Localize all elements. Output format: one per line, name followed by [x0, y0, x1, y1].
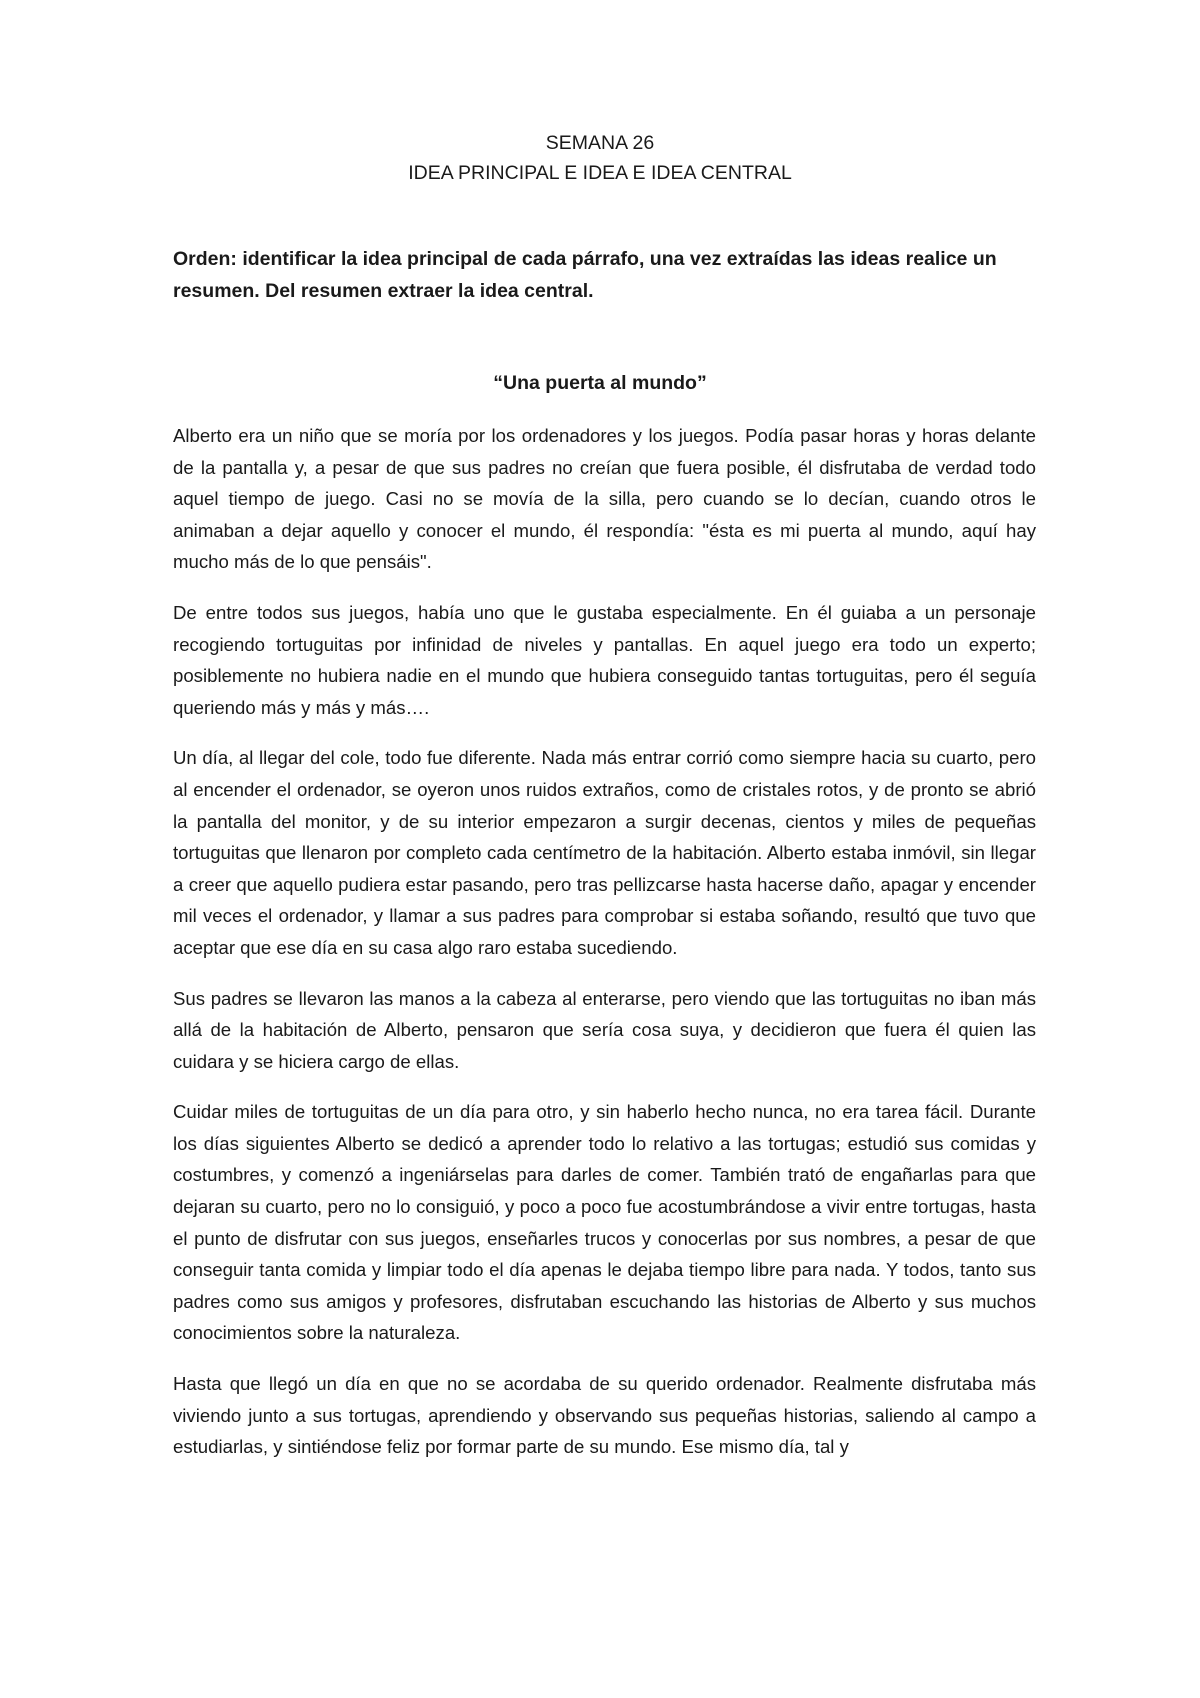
paragraph-1: Alberto era un niño que se moría por los ordenadores y los juegos. Podía pasar horas y horas delante de la pantalla y, a pesar de que sus padres no creían que fuera posible, él disfrutaba de verdad todo aquel tiempo de juego. Casi no se movía de la silla, pero cuando se lo decían, cuando otros le animaban a dejar aquello y conocer el mundo, él respondía: "ésta es mi puerta al mundo, aquí hay mucho más de lo que pensáis". — [173, 425, 1036, 573]
story-title: “Una puerta al mundo” — [493, 372, 707, 394]
instructions-text: Orden: identificar la idea principal de cada párrafo, una vez extraídas las ideas realice un resumen. Del resumen extraer la idea central. — [173, 248, 997, 302]
document-header — [0, 128, 1200, 188]
story-body — [173, 420, 1036, 1482]
topic-heading: IDEA PRINCIPAL E IDEA E IDEA CENTRAL — [408, 162, 792, 184]
paragraph-5: Cuidar miles de tortuguitas de un día para otro, y sin haberlo hecho nunca, no era tarea fácil. Durante los días siguientes Alberto se dedicó a aprender todo lo relativo a las tortugas; estudió sus comidas y costumbres, y comenzó a ingeniárselas para darles de comer. También trató de engañarlas para que dejaran su cuarto, pero no lo consiguió, y poco a poco fue acostumbrándose a vivir entre tortugas, hasta el punto de disfrutar con sus juegos, enseñarles trucos y conocerlas por sus nombres, a pesar de que conseguir tanta comida y limpiar todo el día apenas le dejaba tiempo libre para nada. Y todos, tanto sus padres como sus amigos y profesores, disfrutaban escuchando las historias de Alberto y sus muchos conocimientos sobre la naturaleza. — [173, 1101, 1036, 1344]
paragraph-3: Un día, al llegar del cole, todo fue diferente. Nada más entrar corrió como siempre hacia su cuarto, pero al encender el ordenador, se oyeron unos ruidos extraños, como de cristales rotos, y de pronto se abrió la pantalla del monitor, y de su interior empezaron a surgir decenas, cientos y miles de pequeñas tortuguitas que llenaron por completo cada centímetro de la habitación. Alberto estaba inmóvil, sin llegar a creer que aquello pudiera estar pasando, pero tras pellizcarse hasta hacerse daño, apagar y encender mil veces el ordenador, y llamar a sus padres para comprobar si estaba soñando, resultó que tuvo que aceptar que ese día en su casa algo raro estaba sucediendo. — [173, 747, 1036, 958]
paragraph-4: Sus padres se llevaron las manos a la cabeza al enterarse, pero viendo que las tortuguitas no iban más allá de la habitación de Alberto, pensaron que sería cosa suya, y decidieron que fuera él quien las cuidara y se hiciera cargo de ellas. — [173, 987, 1036, 1072]
paragraph-6: Hasta que llegó un día en que no se acordaba de su querido ordenador. Realmente disfrutaba más viviendo junto a sus tortugas, aprendiendo y observando sus pequeñas historias, saliendo al campo a estudiarlas, y sintiéndose feliz por formar parte de su mundo. Ese mismo día, tal y — [173, 1373, 1036, 1458]
week-heading: SEMANA 26 — [545, 132, 655, 154]
paragraph-2: De entre todos sus juegos, había uno que le gustaba especialmente. En él guiaba a un personaje recogiendo tortuguitas por infinidad de niveles y pantallas. En aquel juego era todo un experto; posiblemente no hubiera nadie en el mundo que hubiera conseguido tantas tortuguitas, pero él seguía queriendo más y más y más…. — [173, 601, 1036, 718]
